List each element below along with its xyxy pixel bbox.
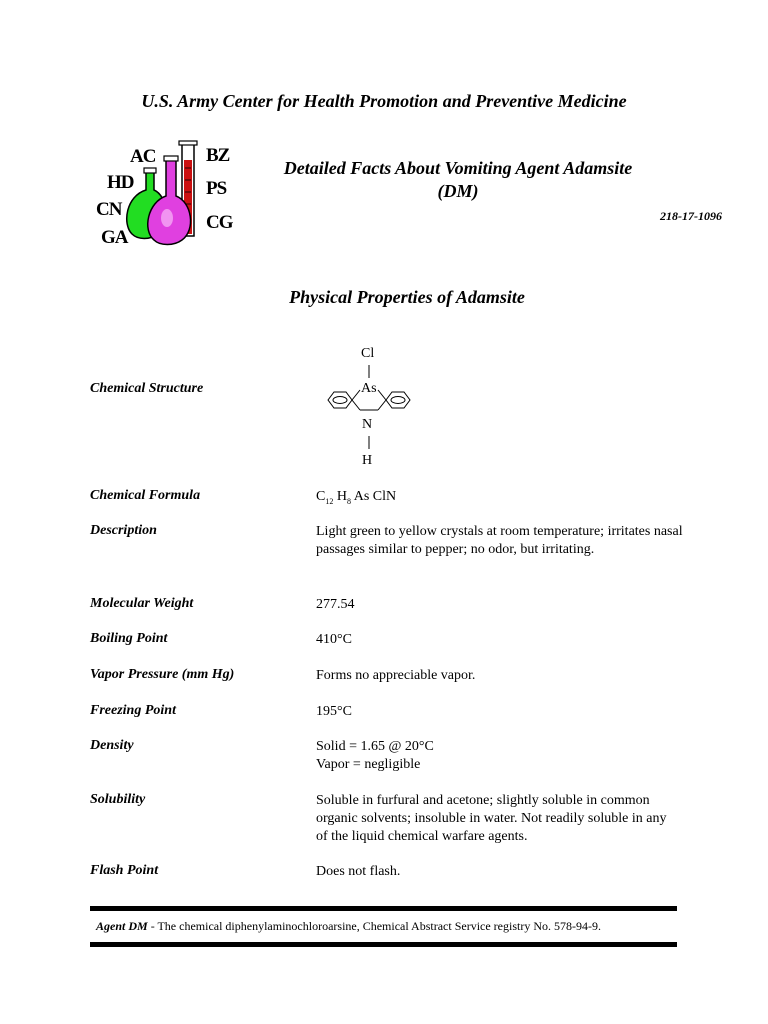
footer-text: - The chemical diphenylaminochloroarsine, Chemical Abstract Service registry No. 578-94-9. [147, 919, 601, 933]
footer-rule-bottom [90, 942, 677, 947]
freezing-point-value: 195°C [316, 704, 352, 719]
description-value: Light green to yellow crystals at room temperature; irritates nasal passages similar to pepper; no odor, but irritating. [316, 524, 683, 557]
density-value [316, 738, 686, 774]
logo-code-cn: CN [96, 199, 122, 220]
atom-n: N [362, 417, 373, 432]
chemical-structure-diagram [320, 346, 430, 470]
logo-code-ac: AC [130, 146, 156, 167]
formula-value [316, 488, 686, 511]
density-label: Density [90, 738, 134, 753]
organization-header: U.S. Army Center for Health Promotion and Preventive Medicine [141, 91, 627, 111]
formula-h: H [336, 489, 347, 504]
section-title: Physical Properties of Adamsite [289, 287, 525, 307]
flash-point-label: Flash Point [90, 863, 159, 878]
vapor-pressure-value: Forms no appreciable vapor. [316, 668, 476, 683]
molecule-bonds [320, 346, 430, 470]
vapor-pressure-label: Vapor Pressure (mm Hg) [90, 667, 235, 682]
description-label: Description [90, 523, 157, 538]
chemical-agents-logo [94, 138, 244, 250]
formula-c: C [316, 489, 326, 504]
footer-agent: Agent DM [96, 919, 148, 933]
flash-point-value: Does not flash. [316, 864, 401, 879]
solubility-value: Soluble in furfural and acetone; slightly soluble in common organic solvents; insoluble in water. Not readily soluble in any of the liquid chemical warfare agents. [316, 793, 667, 844]
formula-rest: As ClN [353, 489, 397, 504]
document-number: 218-17-1096 [660, 209, 722, 223]
document-title [270, 157, 646, 203]
atom-as: As [361, 381, 377, 396]
atom-cl: Cl [361, 346, 375, 361]
document-title-line2: (DM) [437, 181, 479, 201]
formula-c-sub: 12 [325, 496, 334, 506]
document-title-line1: Detailed Facts About Vomiting Agent Adamsite [283, 158, 633, 178]
logo-code-ps: PS [206, 178, 227, 199]
structure-label: Chemical Structure [90, 381, 204, 396]
freezing-point-label: Freezing Point [90, 703, 176, 718]
formula-h-sub: 8 [346, 496, 351, 506]
atom-h: H [362, 453, 373, 468]
logo-code-cg: CG [206, 212, 233, 233]
density-vapor: Vapor = negligible [316, 757, 421, 772]
molecular-weight-label: Molecular Weight [90, 596, 194, 611]
formula-label: Chemical Formula [90, 488, 201, 503]
molecular-weight-value: 277.54 [316, 597, 355, 612]
logo-code-ga: GA [101, 227, 128, 248]
boiling-point-label: Boiling Point [90, 631, 168, 646]
logo-code-bz: BZ [206, 145, 230, 166]
footer-note [96, 919, 676, 934]
boiling-point-value: 410°C [316, 632, 352, 647]
footer-rule-top [90, 906, 677, 911]
logo-code-hd: HD [107, 172, 134, 193]
density-solid: Solid = 1.65 @ 20°C [316, 739, 434, 754]
solubility-label: Solubility [90, 792, 146, 807]
